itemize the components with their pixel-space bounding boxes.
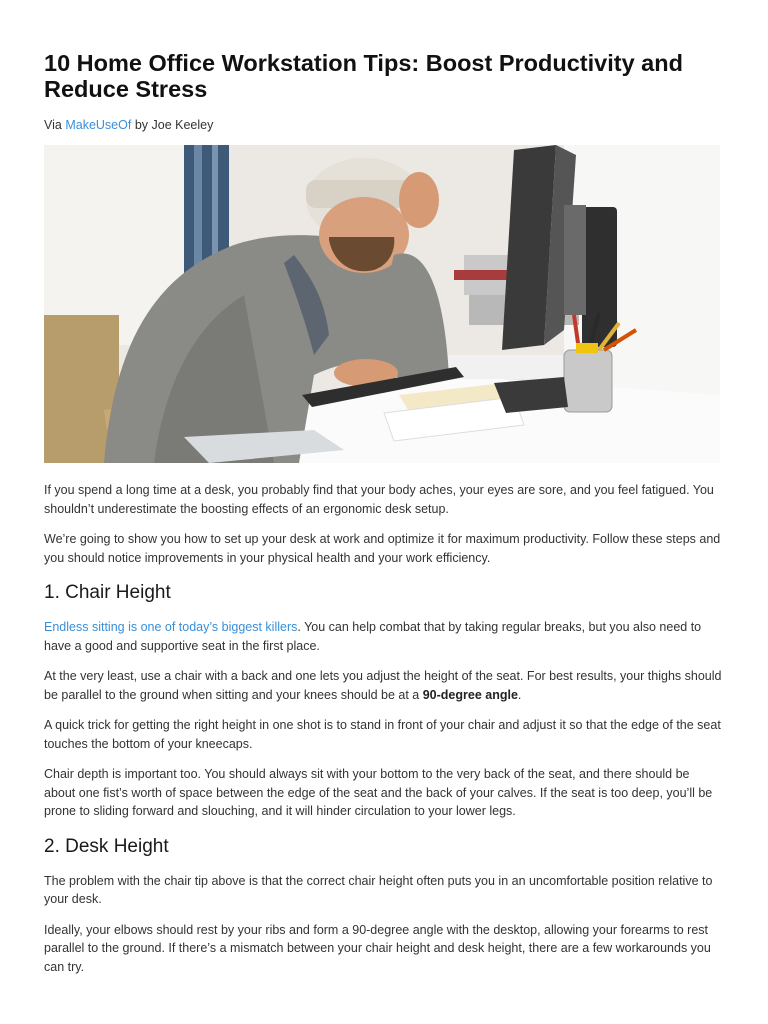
byline-source-link[interactable]: MakeUseOf [65,118,132,132]
section-heading-chair-height: 1. Chair Height [44,582,171,603]
chair-paragraph-2-end: . [517,687,522,702]
desk-paragraph-1: The problem with the chair tip above is that the correct chair height often puts you in an uncomfortable position relative to your desk. [44,873,713,906]
chair-paragraph-2-text: At the very least, use a chair with a back and one lets you adjust the height of the seat. For best results, your thighs should be parallel to the ground when sitting and your knees should be at a [44,669,722,702]
sitting-killers-link[interactable]: Endless sitting is one of today’s biggest killers [44,620,298,634]
chair-paragraph-4: Chair depth is important too. You should always sit with your bottom to the very back of the seat, and there should be about one fist’s worth of space between the edge of the seat and the back of your calves. If the seat is too deep, you’ll be prone to sliding forward and slouching, and it will hinder circulation to your lower legs. [44,767,713,818]
chair-paragraph-2 [44,667,724,704]
hero-illustration [44,145,720,463]
byline [44,117,724,133]
article-title: 10 Home Office Workstation Tips: Boost Productivity and Reduce Stress [44,50,683,102]
chair-paragraph-1-text: . You can help combat that by taking regular breaks, but you also need to have a good and supportive seat in the first place. [44,620,702,653]
section-heading-desk-height: 2. Desk Height [44,835,169,857]
intro-paragraph-2: We’re going to show you how to set up your desk at work and optimize it for maximum productivity. Follow these steps and you should notice improvements in your physical health and your work efficiency. [44,532,721,565]
chair-paragraph-1 [44,618,724,655]
desk-paragraph-2: Ideally, your elbows should rest by your ribs and form a 90-degree angle with the desktop, allowing your forearms to rest parallel to the ground. If there’s a mismatch between your chair height and desk height, there are a few workarounds you can try. [44,922,711,974]
byline-via: Via [44,118,62,132]
hero-image [44,145,720,463]
ninety-degree-angle-emphasis: 90-degree angle [422,687,518,702]
byline-author: by Joe Keeley [134,118,214,132]
intro-paragraph-1: If you spend a long time at a desk, you probably find that your body aches, your eyes are sore, and you feel fatigued. You shouldn’t underestimate the boosting effects of an ergonomic desk setup. [44,483,714,516]
chair-paragraph-3: A quick trick for getting the right height in one shot is to stand in front of your chair and adjust it so that the edge of the seat touches the bottom of your kneecaps. [44,718,721,751]
